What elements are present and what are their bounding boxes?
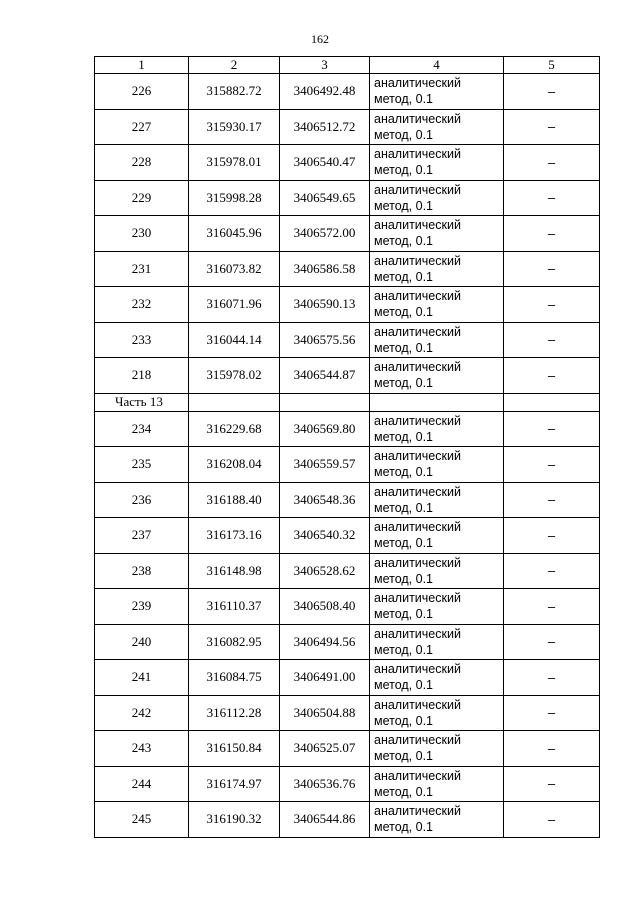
method-line-1: аналитический: [374, 147, 461, 162]
point-number-cell: 232: [95, 287, 189, 323]
x-coordinate-cell: 316044.14: [189, 322, 280, 358]
x-coordinate-cell: 316229.68: [189, 411, 280, 447]
method-line-2: метод, 0.1: [374, 500, 434, 515]
column-5-cell: –: [504, 624, 600, 660]
method-line-2: метод, 0.1: [374, 784, 434, 799]
x-coordinate-cell: 316208.04: [189, 447, 280, 483]
method-line-2: метод, 0.1: [374, 340, 434, 355]
column-5-cell: –: [504, 358, 600, 394]
table-row: [95, 660, 600, 696]
table-row: [95, 731, 600, 767]
column-5-cell: –: [504, 482, 600, 518]
point-number-cell: 229: [95, 180, 189, 216]
method-line-2: метод, 0.1: [374, 820, 434, 835]
table-header-row: [95, 57, 600, 74]
method-line-1: аналитический: [374, 591, 461, 606]
method-line-1: аналитический: [374, 520, 461, 535]
method-cell: [370, 145, 504, 181]
y-coordinate-cell: 3406536.76: [280, 766, 370, 802]
empty-cell: [280, 393, 370, 411]
y-coordinate-cell: 3406494.56: [280, 624, 370, 660]
table-row: [95, 589, 600, 625]
y-coordinate-cell: 3406544.87: [280, 358, 370, 394]
point-number-cell: 237: [95, 518, 189, 554]
column-header: 5: [504, 57, 600, 74]
table-row: [95, 411, 600, 447]
method-cell: [370, 287, 504, 323]
x-coordinate-cell: 316045.96: [189, 216, 280, 252]
method-cell: [370, 695, 504, 731]
column-header: 3: [280, 57, 370, 74]
column-5-cell: –: [504, 145, 600, 181]
y-coordinate-cell: 3406559.57: [280, 447, 370, 483]
table-row: [95, 180, 600, 216]
column-5-cell: –: [504, 287, 600, 323]
x-coordinate-cell: 316084.75: [189, 660, 280, 696]
table-row: [95, 802, 600, 838]
method-cell: [370, 74, 504, 110]
table-row: [95, 145, 600, 181]
method-line-2: метод, 0.1: [374, 234, 434, 249]
method-cell: [370, 660, 504, 696]
method-line-2: метод, 0.1: [374, 465, 434, 480]
table-row: [95, 358, 600, 394]
table-row: [95, 322, 600, 358]
table-row: [95, 74, 600, 110]
method-cell: [370, 589, 504, 625]
x-coordinate-cell: 316110.37: [189, 589, 280, 625]
x-coordinate-cell: 316112.28: [189, 695, 280, 731]
x-coordinate-cell: 316190.32: [189, 802, 280, 838]
empty-cell: [370, 393, 504, 411]
method-line-2: метод, 0.1: [374, 642, 434, 657]
method-line-2: метод, 0.1: [374, 607, 434, 622]
point-number-cell: 230: [95, 216, 189, 252]
column-5-cell: –: [504, 411, 600, 447]
point-number-cell: 242: [95, 695, 189, 731]
method-cell: [370, 251, 504, 287]
y-coordinate-cell: 3406512.72: [280, 109, 370, 145]
column-5-cell: –: [504, 518, 600, 554]
method-line-1: аналитический: [374, 253, 461, 268]
table-row: [95, 109, 600, 145]
table-row: [95, 766, 600, 802]
y-coordinate-cell: 3406508.40: [280, 589, 370, 625]
column-5-cell: –: [504, 109, 600, 145]
column-5-cell: –: [504, 180, 600, 216]
method-line-1: аналитический: [374, 289, 461, 304]
method-line-2: метод, 0.1: [374, 536, 434, 551]
method-line-1: аналитический: [374, 768, 461, 783]
method-cell: [370, 358, 504, 394]
y-coordinate-cell: 3406491.00: [280, 660, 370, 696]
table-row: [95, 695, 600, 731]
y-coordinate-cell: 3406575.56: [280, 322, 370, 358]
column-5-cell: –: [504, 216, 600, 252]
method-cell: [370, 109, 504, 145]
method-line-2: метод, 0.1: [374, 92, 434, 107]
point-number-cell: 227: [95, 109, 189, 145]
y-coordinate-cell: 3406572.00: [280, 216, 370, 252]
method-line-1: аналитический: [374, 76, 461, 91]
method-cell: [370, 447, 504, 483]
x-coordinate-cell: 316174.97: [189, 766, 280, 802]
x-coordinate-cell: 316150.84: [189, 731, 280, 767]
column-5-cell: –: [504, 660, 600, 696]
table-row: [95, 251, 600, 287]
method-cell: [370, 731, 504, 767]
y-coordinate-cell: 3406492.48: [280, 74, 370, 110]
method-cell: [370, 518, 504, 554]
point-number-cell: 243: [95, 731, 189, 767]
x-coordinate-cell: 316148.98: [189, 553, 280, 589]
empty-cell: [504, 393, 600, 411]
method-line-1: аналитический: [374, 324, 461, 339]
table-row: [95, 216, 600, 252]
point-number-cell: 240: [95, 624, 189, 660]
method-cell: [370, 216, 504, 252]
column-5-cell: –: [504, 802, 600, 838]
method-line-1: аналитический: [374, 662, 461, 677]
method-line-2: метод, 0.1: [374, 678, 434, 693]
point-number-cell: 226: [95, 74, 189, 110]
point-number-cell: 218: [95, 358, 189, 394]
point-number-cell: 238: [95, 553, 189, 589]
x-coordinate-cell: 315998.28: [189, 180, 280, 216]
method-cell: [370, 624, 504, 660]
table-row: [95, 482, 600, 518]
method-line-1: аналитический: [374, 111, 461, 126]
method-cell: [370, 553, 504, 589]
method-line-2: метод, 0.1: [374, 376, 434, 391]
method-line-1: аналитический: [374, 733, 461, 748]
column-header: 4: [370, 57, 504, 74]
coordinates-table: [94, 56, 600, 838]
column-header: 1: [95, 57, 189, 74]
method-line-1: аналитический: [374, 413, 461, 428]
method-line-2: метод, 0.1: [374, 305, 434, 320]
method-line-2: метод, 0.1: [374, 749, 434, 764]
point-number-cell: 235: [95, 447, 189, 483]
column-5-cell: –: [504, 447, 600, 483]
method-line-1: аналитический: [374, 218, 461, 233]
y-coordinate-cell: 3406549.65: [280, 180, 370, 216]
x-coordinate-cell: 315978.02: [189, 358, 280, 394]
x-coordinate-cell: 315930.17: [189, 109, 280, 145]
method-line-1: аналитический: [374, 360, 461, 375]
point-number-cell: 231: [95, 251, 189, 287]
point-number-cell: 236: [95, 482, 189, 518]
method-line-1: аналитический: [374, 182, 461, 197]
method-line-2: метод, 0.1: [374, 163, 434, 178]
y-coordinate-cell: 3406586.58: [280, 251, 370, 287]
column-5-cell: –: [504, 731, 600, 767]
x-coordinate-cell: 316071.96: [189, 287, 280, 323]
table-row: [95, 447, 600, 483]
column-5-cell: –: [504, 766, 600, 802]
method-cell: [370, 180, 504, 216]
method-line-2: метод, 0.1: [374, 571, 434, 586]
method-line-1: аналитический: [374, 555, 461, 570]
method-line-1: аналитический: [374, 804, 461, 819]
column-5-cell: –: [504, 553, 600, 589]
column-header: 2: [189, 57, 280, 74]
x-coordinate-cell: 315978.01: [189, 145, 280, 181]
method-line-1: аналитический: [374, 626, 461, 641]
method-cell: [370, 322, 504, 358]
column-5-cell: –: [504, 695, 600, 731]
column-5-cell: –: [504, 589, 600, 625]
x-coordinate-cell: 316073.82: [189, 251, 280, 287]
y-coordinate-cell: 3406548.36: [280, 482, 370, 518]
y-coordinate-cell: 3406528.62: [280, 553, 370, 589]
method-cell: [370, 482, 504, 518]
y-coordinate-cell: 3406504.88: [280, 695, 370, 731]
method-line-1: аналитический: [374, 484, 461, 499]
table-row: [95, 518, 600, 554]
column-5-cell: –: [504, 322, 600, 358]
method-line-2: метод, 0.1: [374, 127, 434, 142]
y-coordinate-cell: 3406540.47: [280, 145, 370, 181]
page-number: 162: [311, 32, 329, 46]
y-coordinate-cell: 3406544.86: [280, 802, 370, 838]
method-line-2: метод, 0.1: [374, 713, 434, 728]
point-number-cell: 241: [95, 660, 189, 696]
y-coordinate-cell: 3406525.07: [280, 731, 370, 767]
empty-cell: [189, 393, 280, 411]
section-label: Часть 13: [95, 393, 189, 411]
point-number-cell: 234: [95, 411, 189, 447]
point-number-cell: 245: [95, 802, 189, 838]
table-row: [95, 287, 600, 323]
x-coordinate-cell: 316173.16: [189, 518, 280, 554]
y-coordinate-cell: 3406590.13: [280, 287, 370, 323]
point-number-cell: 244: [95, 766, 189, 802]
method-cell: [370, 411, 504, 447]
table-row: [95, 553, 600, 589]
method-cell: [370, 766, 504, 802]
method-cell: [370, 802, 504, 838]
y-coordinate-cell: 3406569.80: [280, 411, 370, 447]
point-number-cell: 233: [95, 322, 189, 358]
x-coordinate-cell: 316082.95: [189, 624, 280, 660]
x-coordinate-cell: 316188.40: [189, 482, 280, 518]
point-number-cell: 239: [95, 589, 189, 625]
table-row: [95, 624, 600, 660]
section-row: [95, 393, 600, 411]
method-line-1: аналитический: [374, 449, 461, 464]
y-coordinate-cell: 3406540.32: [280, 518, 370, 554]
method-line-2: метод, 0.1: [374, 429, 434, 444]
method-line-1: аналитический: [374, 697, 461, 712]
method-line-2: метод, 0.1: [374, 269, 434, 284]
method-line-2: метод, 0.1: [374, 198, 434, 213]
column-5-cell: –: [504, 74, 600, 110]
column-5-cell: –: [504, 251, 600, 287]
point-number-cell: 228: [95, 145, 189, 181]
x-coordinate-cell: 315882.72: [189, 74, 280, 110]
